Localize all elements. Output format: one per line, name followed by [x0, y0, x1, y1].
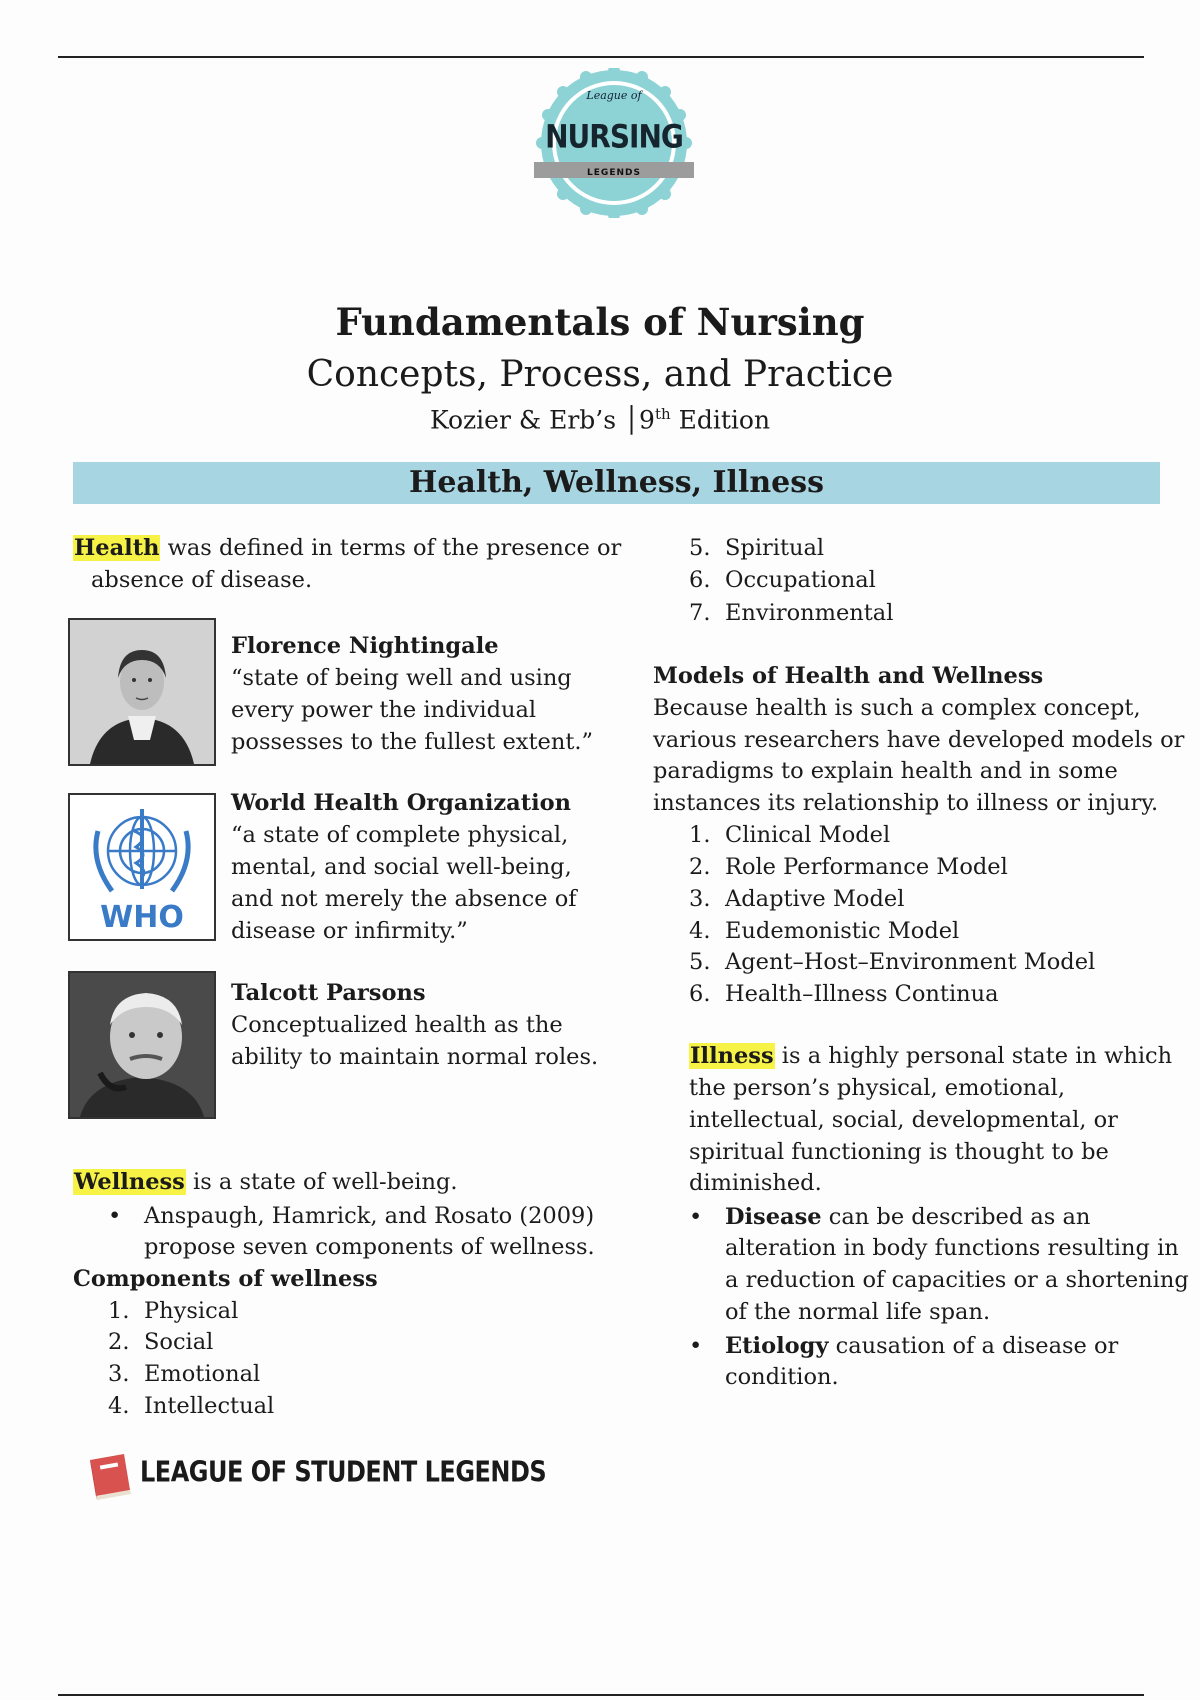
- components-heading: Components of wellness: [73, 1266, 378, 1292]
- list-item: [689, 946, 1095, 978]
- list-number: 6.: [689, 567, 711, 593]
- list-item: [108, 1326, 213, 1358]
- list-number: 3.: [689, 886, 711, 912]
- wellness-bullet-line1: [108, 1200, 594, 1232]
- list-text: Physical: [144, 1298, 239, 1324]
- nightingale-name: Florence Nightingale: [231, 633, 499, 659]
- bullet-icon: •: [689, 1333, 703, 1359]
- disease-line1-text: can be described as an: [821, 1204, 1091, 1230]
- illness-term: Illness: [690, 1043, 774, 1069]
- list-item: [689, 532, 824, 564]
- who-quote-line: “a state of complete physical,: [231, 822, 569, 848]
- parsons-line: Conceptualized health as the: [231, 1012, 563, 1038]
- list-number: 5.: [689, 949, 711, 975]
- disease-line: of the normal life span.: [725, 1299, 991, 1325]
- edition-prefix: Kozier & Erb’s │9: [429, 405, 655, 435]
- edition-sup: th: [654, 405, 671, 423]
- disease-line: alteration in body functions resulting in: [725, 1235, 1179, 1261]
- bullet-icon: •: [108, 1203, 122, 1229]
- models-paragraph-line: various researchers have developed models or: [653, 727, 1185, 753]
- league-of-nursing-legends-logo: [532, 68, 696, 218]
- models-paragraph-line: Because health is such a complex concept,: [653, 695, 1141, 721]
- list-number: 1.: [689, 822, 711, 848]
- list-text: Intellectual: [144, 1393, 275, 1419]
- list-item: [689, 819, 890, 851]
- etiology-line: condition.: [725, 1364, 839, 1390]
- models-paragraph-line: paradigms to explain health and in some: [653, 758, 1118, 784]
- illness-line: spiritual functioning is thought to be: [689, 1139, 1109, 1165]
- etiology-term: Etiology: [725, 1333, 829, 1359]
- illness-line: the person’s physical, emotional,: [689, 1075, 1066, 1101]
- bullet-icon: •: [689, 1204, 703, 1230]
- illness-line1-text: is a highly personal state in which: [774, 1043, 1173, 1069]
- footer-brand-text: LEAGUE OF STUDENT LEGENDS: [140, 1455, 547, 1489]
- list-item: [108, 1358, 260, 1390]
- edition-suffix: Edition: [670, 405, 771, 435]
- disease-line: a reduction of capacities or a shortening: [725, 1267, 1189, 1293]
- list-number: 5.: [689, 535, 711, 561]
- wellness-definition: [73, 1166, 458, 1198]
- wellness-bullet-line2: propose seven components of wellness.: [144, 1234, 595, 1260]
- wellness-rest: is a state of well-being.: [185, 1169, 458, 1195]
- list-text: Health–Illness Continua: [725, 981, 999, 1007]
- who-emblem-icon: [70, 795, 214, 905]
- parsons-name: Talcott Parsons: [231, 980, 426, 1006]
- list-text: Social: [144, 1329, 214, 1355]
- models-heading: Models of Health and Wellness: [653, 663, 1044, 689]
- disease-term: Disease: [725, 1204, 822, 1230]
- list-item: [689, 915, 959, 947]
- health-definition-line1: [73, 532, 621, 564]
- list-text: Role Performance Model: [725, 854, 1008, 880]
- list-number: 2.: [689, 854, 711, 880]
- list-text: Emotional: [144, 1361, 261, 1387]
- document-subtitle: Concepts, Process, and Practice: [306, 354, 894, 395]
- top-rule: [58, 56, 1144, 58]
- list-item: [689, 597, 893, 629]
- wellness-bullet-text: Anspaugh, Hamrick, and Rosato (2009): [144, 1203, 595, 1229]
- document-title: Fundamentals of Nursing: [335, 300, 865, 344]
- who-quote-line: and not merely the absence of: [231, 886, 577, 912]
- health-definition-line2: absence of disease.: [91, 567, 313, 593]
- logo-text-main: NURSING: [545, 117, 683, 156]
- list-text: Environmental: [725, 600, 894, 626]
- florence-nightingale-portrait: [68, 618, 216, 766]
- list-text: Spiritual: [725, 535, 825, 561]
- list-number: 7.: [689, 600, 711, 626]
- list-text: Clinical Model: [725, 822, 891, 848]
- health-line1-text: was defined in terms of the presence or: [160, 535, 622, 561]
- who-quote-line: mental, and social well-being,: [231, 854, 572, 880]
- talcott-parsons-portrait: [68, 971, 216, 1119]
- who-quote-line: disease or infirmity.”: [231, 918, 468, 944]
- list-number: 6.: [689, 981, 711, 1007]
- nightingale-quote-line: every power the individual: [231, 697, 537, 723]
- list-text: Occupational: [725, 567, 876, 593]
- list-number: 4.: [108, 1393, 130, 1419]
- bottom-rule: [58, 1694, 1144, 1696]
- models-paragraph-line: instances its relationship to illness or injury.: [653, 790, 1159, 816]
- list-text: Eudemonistic Model: [725, 918, 960, 944]
- disease-bullet: [689, 1201, 1090, 1233]
- list-item: [689, 978, 999, 1010]
- who-logo-text: WHO: [100, 900, 184, 935]
- section-banner: Health, Wellness, Illness: [73, 462, 1160, 504]
- list-number: 2.: [108, 1329, 130, 1355]
- list-number: 3.: [108, 1361, 130, 1387]
- list-text: Adaptive Model: [725, 886, 905, 912]
- nightingale-quote-line: “state of being well and using: [231, 665, 572, 691]
- illness-definition-line1: [689, 1040, 1172, 1072]
- list-item: [108, 1295, 238, 1327]
- book-icon: [84, 1450, 136, 1502]
- etiology-line1-text: causation of a disease or: [828, 1333, 1119, 1359]
- list-item: [689, 851, 1008, 883]
- logo-text-sub: LEGENDS: [587, 168, 641, 178]
- wellness-term: Wellness: [74, 1169, 185, 1195]
- health-term: Health: [74, 535, 160, 561]
- who-name: World Health Organization: [231, 790, 572, 816]
- list-item: [689, 883, 904, 915]
- who-logo: [68, 793, 216, 941]
- list-number: 4.: [689, 918, 711, 944]
- list-text: Agent–Host–Environment Model: [725, 949, 1096, 975]
- list-item: [108, 1390, 274, 1422]
- list-item: [689, 564, 876, 596]
- parsons-line: ability to maintain normal roles.: [231, 1044, 599, 1070]
- illness-line: diminished.: [689, 1170, 822, 1196]
- nightingale-quote-line: possesses to the fullest extent.”: [231, 729, 594, 755]
- list-number: 1.: [108, 1298, 130, 1324]
- document-edition: [0, 405, 1200, 434]
- etiology-bullet: [689, 1330, 1118, 1362]
- logo-text-top: League of: [586, 89, 642, 102]
- illness-line: intellectual, social, developmental, or: [689, 1107, 1118, 1133]
